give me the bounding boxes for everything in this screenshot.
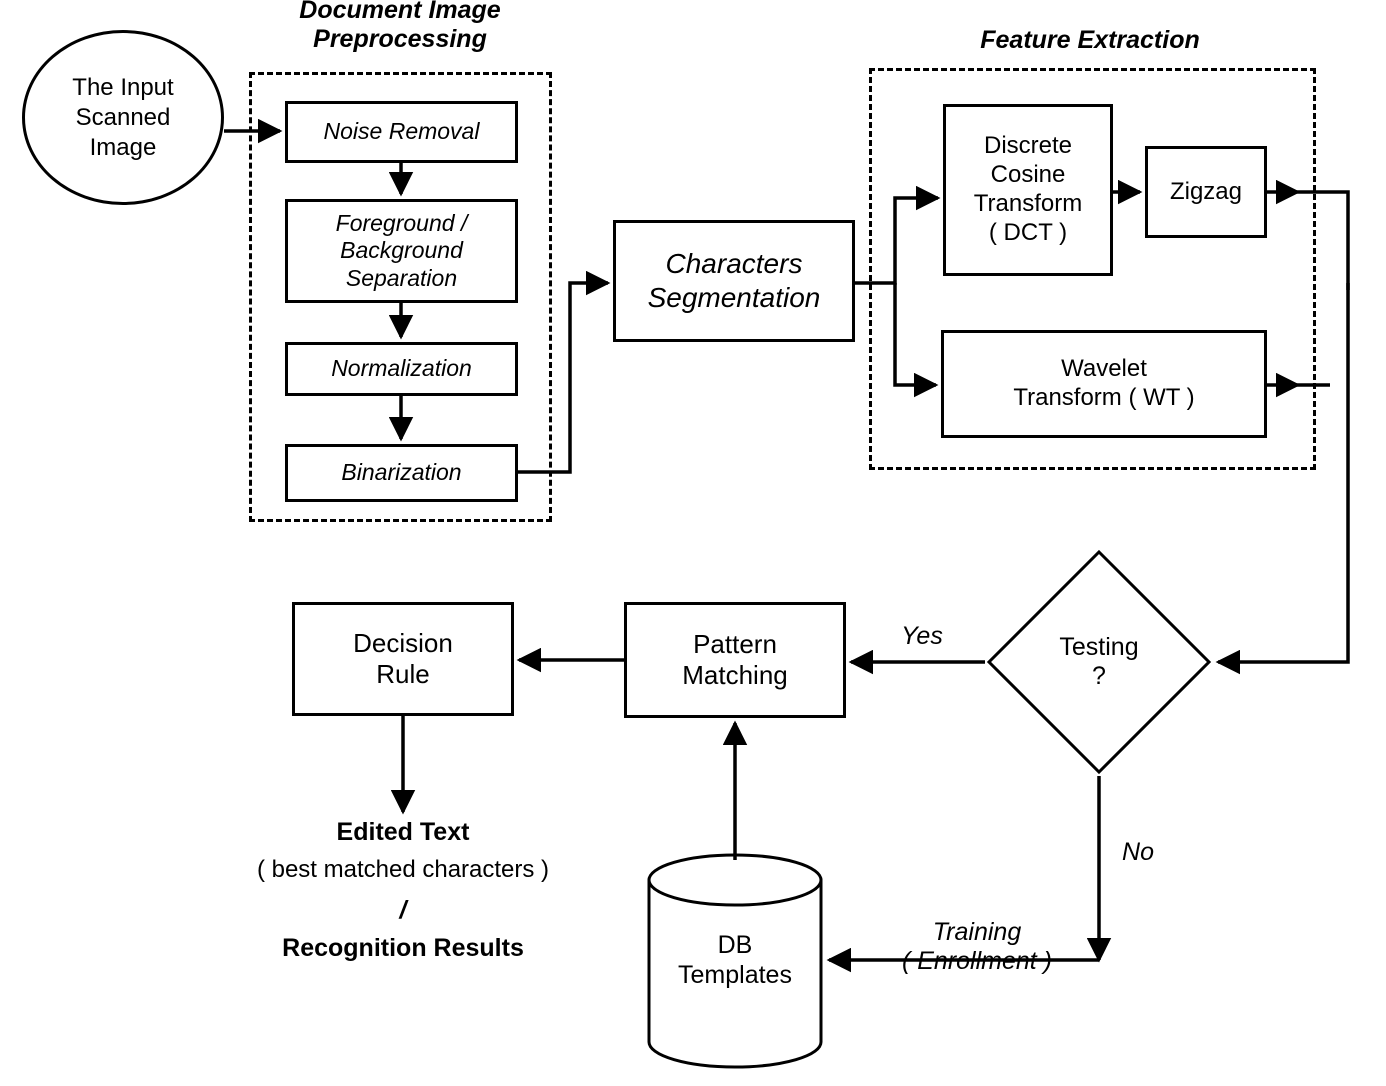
input-scanned-image-node: The Input Scanned Image	[22, 30, 224, 205]
decision-rule-node: Decision Rule	[292, 602, 514, 716]
step-noise-removal: Noise Removal	[285, 101, 518, 163]
pattern-matching-node: Pattern Matching	[624, 602, 846, 718]
zigzag-node: Zigzag	[1145, 146, 1267, 238]
output-best-matched-characters: ( best matched characters )	[256, 856, 550, 883]
step-foreground-background-separation: Foreground / Background Separation	[285, 199, 518, 303]
group-title-preprocessing: Document Image Preprocessing	[299, 0, 501, 53]
output-separator: /	[399, 896, 407, 924]
output-recognition-results: Recognition Results	[282, 934, 524, 962]
dct-node: Discrete Cosine Transform ( DCT )	[943, 104, 1113, 276]
group-title-feature-extraction: Feature Extraction	[980, 26, 1200, 54]
edge-label-training: Training ( Enrollment )	[901, 918, 1053, 975]
db-templates-node	[646, 852, 824, 1070]
output-edited-text: Edited Text	[336, 818, 470, 846]
edge-label-yes: Yes	[901, 622, 943, 650]
characters-segmentation-node: Characters Segmentation	[613, 220, 855, 342]
step-normalization: Normalization	[285, 342, 518, 396]
db-templates-label: DB Templates	[678, 931, 792, 989]
testing-decision-node	[985, 548, 1213, 776]
edge-label-no: No	[1122, 838, 1154, 866]
wavelet-transform-node: Wavelet Transform ( WT )	[941, 330, 1267, 438]
testing-decision-label: Testing ?	[1059, 633, 1139, 690]
step-binarization: Binarization	[285, 444, 518, 502]
